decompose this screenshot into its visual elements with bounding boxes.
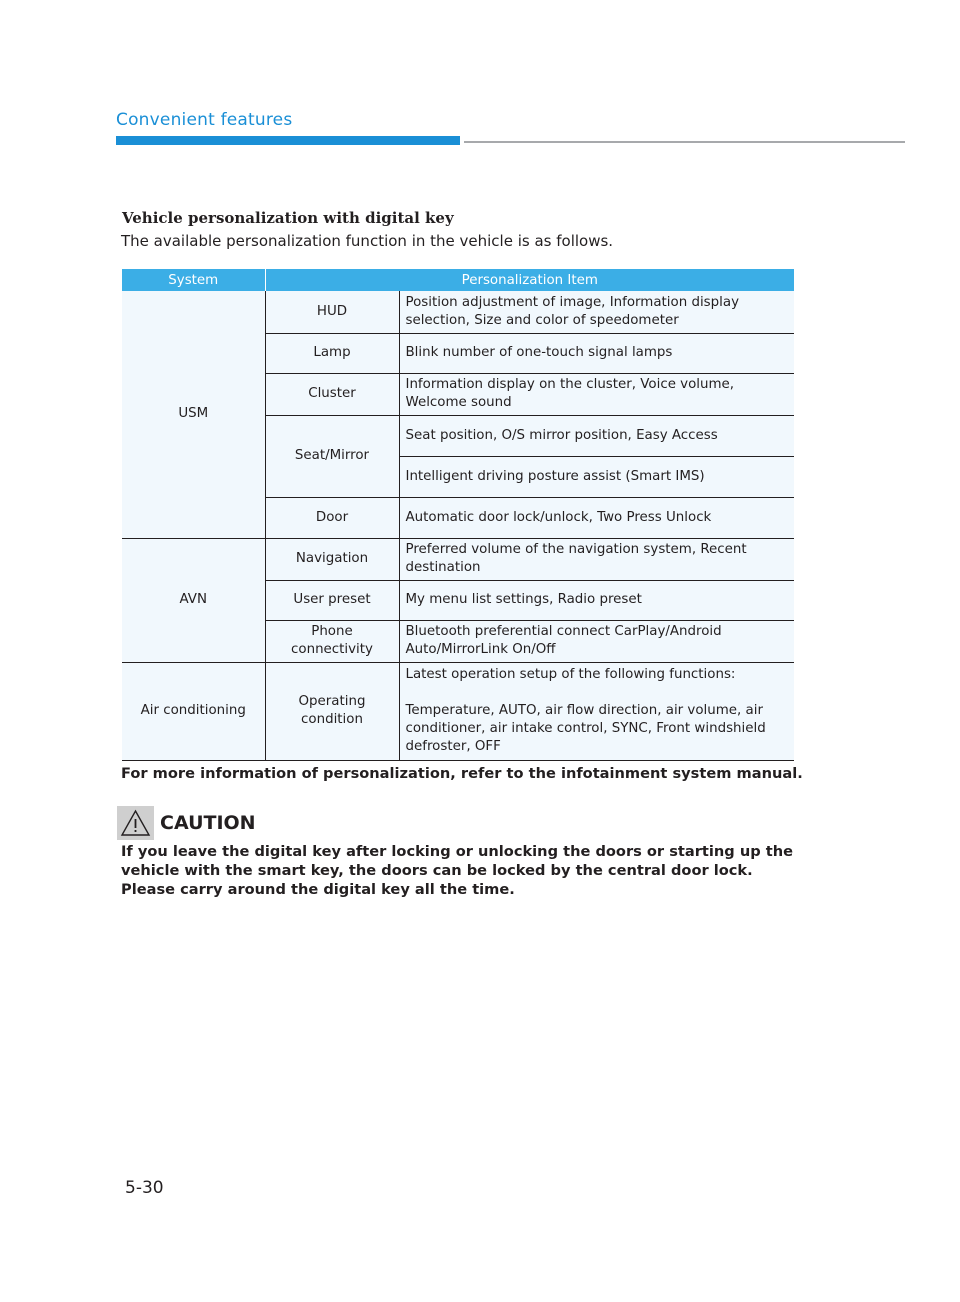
item-detail-cell: Seat position, O/S mirror position, Easy Access bbox=[399, 415, 794, 456]
system-cell-air-conditioning: Air conditioning bbox=[122, 662, 265, 760]
page-heading: Vehicle personalization with digital key bbox=[122, 209, 454, 227]
caution-title: CAUTION bbox=[160, 812, 256, 834]
table-row bbox=[122, 291, 794, 333]
page-number: 5-30 bbox=[125, 1178, 164, 1198]
item-detail-cell: Intelligent driving posture assist (Smart IMS) bbox=[399, 456, 794, 497]
item-detail-cell: Automatic door lock/unlock, Two Press Unlock bbox=[399, 497, 794, 538]
item-name-cell: HUD bbox=[265, 291, 399, 333]
table-row bbox=[122, 662, 794, 760]
item-detail-cell: My menu list settings, Radio preset bbox=[399, 580, 794, 620]
system-cell-usm: USM bbox=[122, 291, 265, 538]
item-name-cell: Seat/Mirror bbox=[265, 415, 399, 497]
item-name-cell: Navigation bbox=[265, 538, 399, 580]
personalization-note: For more information of personalization, refer to the infotainment system manual. bbox=[121, 765, 803, 782]
table-header-row bbox=[122, 269, 794, 291]
caution-text: If you leave the digital key after locking or unlocking the doors or starting up the vehicle with the smart key, the doors can be locked by the central door lock. Please carry around the digital key all the time. bbox=[121, 843, 793, 898]
detail-line: Temperature, AUTO, air flow direction, air volume, air conditioner, air intake control, SYNC, Front windshield defroster, OFF bbox=[405, 703, 766, 754]
item-name-cell: Door bbox=[265, 497, 399, 538]
item-name-cell: Operating condition bbox=[265, 662, 399, 760]
item-name-cell: User preset bbox=[265, 580, 399, 620]
warning-triangle-icon bbox=[117, 806, 154, 840]
item-detail-cell bbox=[399, 662, 794, 760]
intro-text: The available personalization function in the vehicle is as follows. bbox=[121, 232, 614, 250]
system-cell-avn: AVN bbox=[122, 538, 265, 662]
section-title: Convenient features bbox=[116, 110, 293, 130]
item-name-cell: Cluster bbox=[265, 373, 399, 415]
detail-line: Latest operation setup of the following functions: bbox=[405, 667, 736, 682]
header-personalization-item: Personalization Item bbox=[265, 269, 794, 291]
table-row bbox=[122, 538, 794, 580]
item-detail-cell: Preferred volume of the navigation system, Recent destination bbox=[399, 538, 794, 580]
personalization-table bbox=[122, 269, 794, 761]
item-name-cell: Phone connectivity bbox=[265, 620, 399, 662]
item-name-cell: Lamp bbox=[265, 333, 399, 373]
header-accent-bar bbox=[116, 136, 460, 145]
item-detail-cell: Information display on the cluster, Voice volume, Welcome sound bbox=[399, 373, 794, 415]
item-detail-cell: Blink number of one-touch signal lamps bbox=[399, 333, 794, 373]
header-system: System bbox=[122, 269, 265, 291]
item-detail-cell: Bluetooth preferential connect CarPlay/Android Auto/MirrorLink On/Off bbox=[399, 620, 794, 662]
item-detail-cell: Position adjustment of image, Information display selection, Size and color of speedometer bbox=[399, 291, 794, 333]
detail-spacer bbox=[406, 684, 789, 702]
header-rule bbox=[464, 141, 905, 143]
